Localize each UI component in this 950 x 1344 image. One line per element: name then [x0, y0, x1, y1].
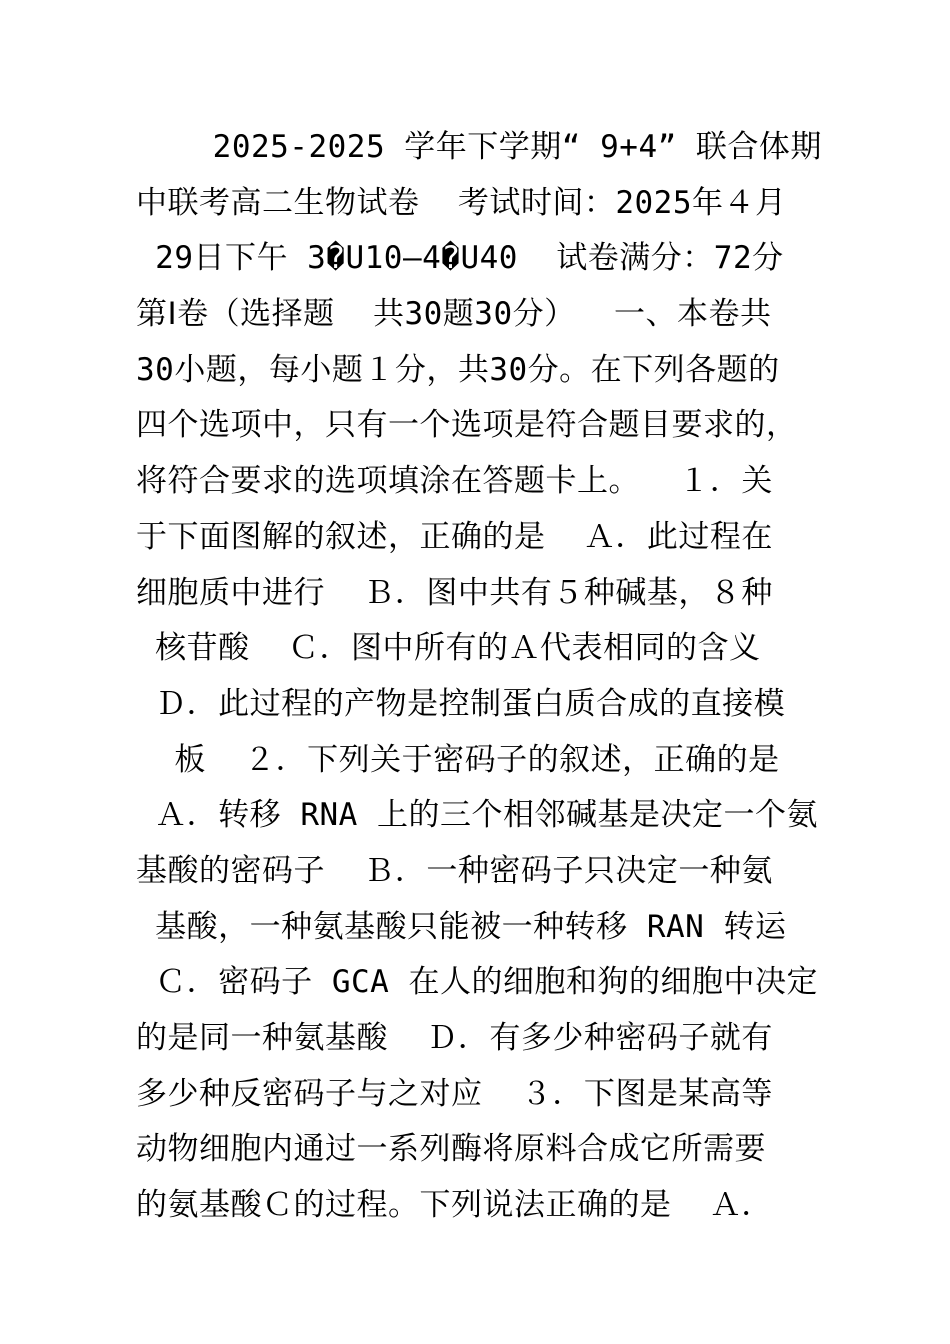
- text-line-16: Ｃ．密码子 GCA 在人的细胞和狗的细胞中决定: [136, 964, 818, 1001]
- text-line-1: 2025-2025 学年下学期“ 9+4” 联合体期: [136, 129, 822, 165]
- text-line-11: Ｄ．此过程的产物是控制蛋白质合成的直接模: [136, 685, 786, 722]
- text-line-4: 第Ⅰ卷（选择题 共30题30分） 一、本卷共: [136, 296, 772, 333]
- text-line-15: 基酸，一种氨基酸只能被一种转移 RAN 转运: [136, 908, 787, 945]
- text-line-19: 动物细胞内通过一系列酶将原料合成它所需要: [136, 1131, 766, 1168]
- text-line-10: 核苷酸 Ｃ．图中所有的Ａ代表相同的含义: [136, 630, 761, 667]
- text-line-18: 多少种反密码子与之对应 ３．下图是某高等: [136, 1075, 773, 1112]
- text-line-2: 中联考高二生物试卷 考试时间：2025年４月: [136, 184, 787, 221]
- text-line-12: 板 ２．下列关于密码子的叙述，正确的是: [136, 741, 780, 778]
- text-line-17: 的是同一种氨基酸 Ｄ．有多少种密码子就有: [136, 1020, 773, 1056]
- text-line-6: 四个选项中，只有一个选项是符合题目要求的，: [136, 407, 798, 444]
- text-line-3: 29日下午 3�U10—4�U40 试卷满分：72分: [136, 240, 784, 277]
- text-line-20: 的氨基酸Ｃ的过程。下列说法正确的是 Ａ．: [136, 1187, 773, 1224]
- text-line-7: 将符合要求的选项填涂在答题卡上。 １．关: [136, 463, 773, 500]
- text-line-9: 细胞质中进行 Ｂ．图中共有５种碱基，８种: [136, 574, 773, 611]
- exam-text-block: [136, 120, 826, 1234]
- text-line-14: 基酸的密码子 Ｂ．一种密码子只决定一种氨: [136, 852, 773, 889]
- text-line-13: Ａ．转移 RNA 上的三个相邻碱基是决定一个氨: [136, 797, 818, 834]
- text-line-8: 于下面图解的叙述，正确的是 Ａ．此过程在: [136, 518, 773, 555]
- text-line-5: 30小题，每小题１分，共30分。在下列各题的: [136, 351, 780, 388]
